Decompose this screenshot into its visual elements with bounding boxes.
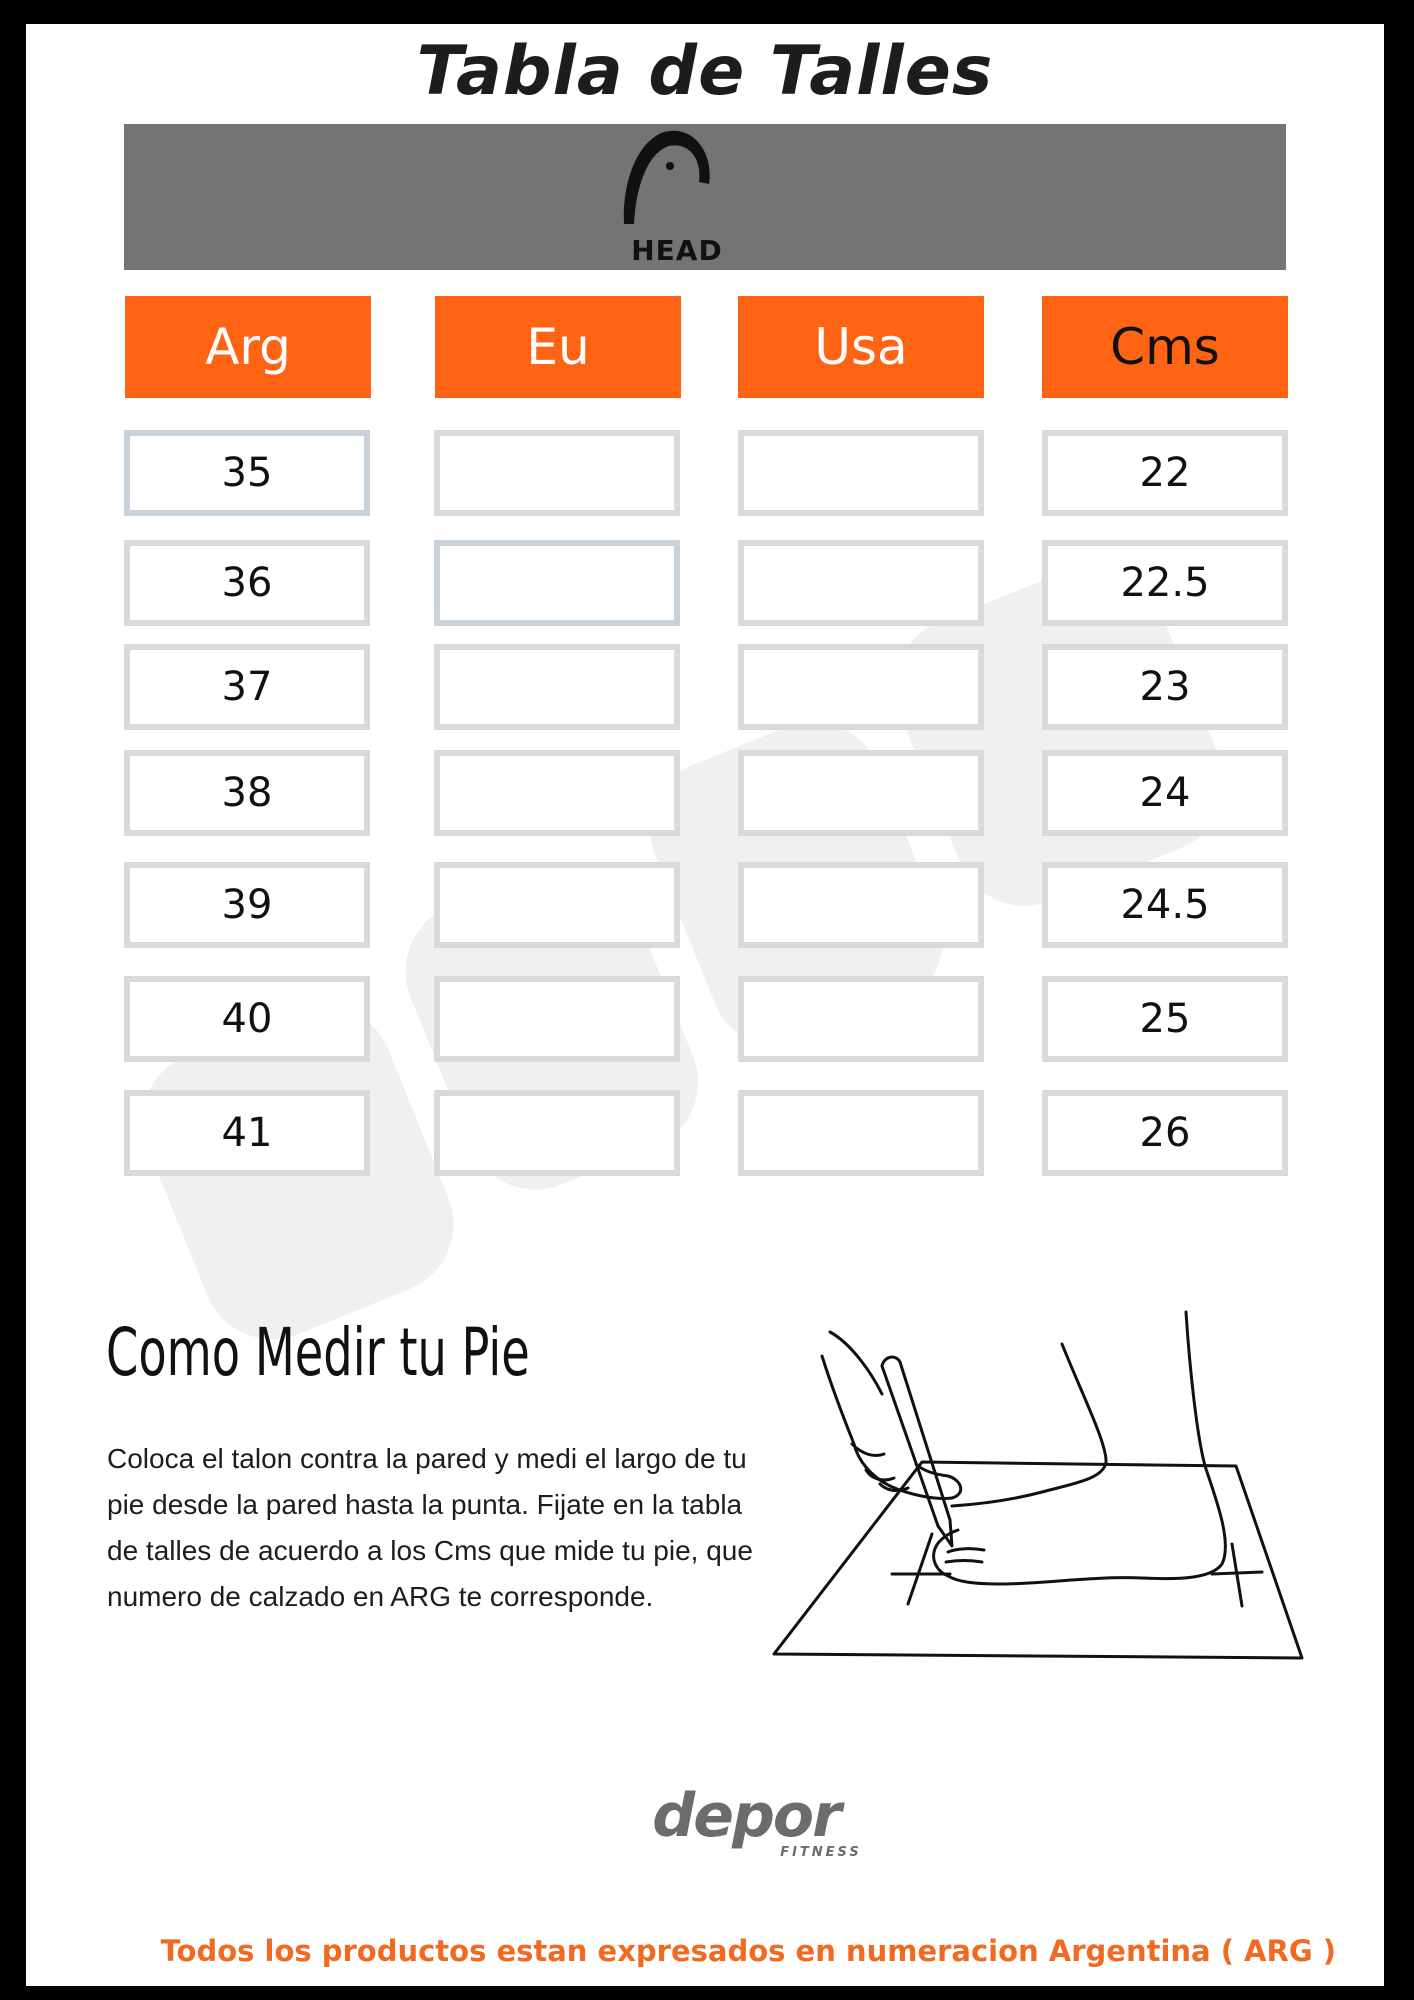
cell-usa-0 (738, 430, 984, 516)
brand-banner (124, 124, 1286, 270)
cell-arg-1: 36 (124, 540, 370, 626)
cell-cms-3: 24 (1042, 750, 1288, 836)
header-arg: Arg (125, 296, 371, 398)
cell-eu-3 (434, 750, 680, 836)
page-title: Tabla de Talles (416, 32, 994, 111)
cell-eu-2 (434, 644, 680, 730)
cell-usa-3 (738, 750, 984, 836)
cell-arg-2: 37 (124, 644, 370, 730)
logo-name: depor (652, 1784, 840, 1851)
howto-title: Como Medir tu Pie (106, 1314, 530, 1391)
cell-cms-2: 23 (1042, 644, 1288, 730)
cell-eu-5 (434, 976, 680, 1062)
cell-eu-4 (434, 862, 680, 948)
cell-cms-0: 22 (1042, 430, 1288, 516)
footer-note: Todos los productos estan expresados en numeracion Argentina ( ARG ) (160, 1934, 1336, 1968)
cell-cms-6: 26 (1042, 1090, 1288, 1176)
cell-arg-4: 39 (124, 862, 370, 948)
cell-eu-0 (434, 430, 680, 516)
cell-arg-6: 41 (124, 1090, 370, 1176)
head-logo-icon (124, 124, 1286, 270)
cell-cms-1: 22.5 (1042, 540, 1288, 626)
cell-arg-5: 40 (124, 976, 370, 1062)
cell-usa-6 (738, 1090, 984, 1176)
foot-measuring-illustration (762, 1294, 1342, 1674)
cell-eu-1 (434, 540, 680, 626)
header-cms: Cms (1042, 296, 1288, 398)
cell-usa-2 (738, 644, 984, 730)
cell-arg-0: 35 (124, 430, 370, 516)
brand-name: HEAD (631, 234, 723, 267)
howto-text: Coloca el talon contra la pared y medi el largo de tu pie desde la pared hasta la punta. Fijate en la tabla de talles de acuerdo a los Cms que mide tu pie, que numero de calzado en ARG te corresponde. (107, 1443, 753, 1612)
cell-cms-4: 24.5 (1042, 862, 1288, 948)
cell-usa-5 (738, 976, 984, 1062)
cell-usa-1 (738, 540, 984, 626)
header-usa: Usa (738, 296, 984, 398)
header-eu: Eu (435, 296, 681, 398)
cell-arg-3: 38 (124, 750, 370, 836)
cell-cms-5: 25 (1042, 976, 1288, 1062)
depor-logo (611, 1784, 881, 1864)
cell-usa-4 (738, 862, 984, 948)
cell-eu-6 (434, 1090, 680, 1176)
logo-sub: FITNESS (780, 1845, 862, 1860)
size-chart-page (26, 24, 1384, 1986)
